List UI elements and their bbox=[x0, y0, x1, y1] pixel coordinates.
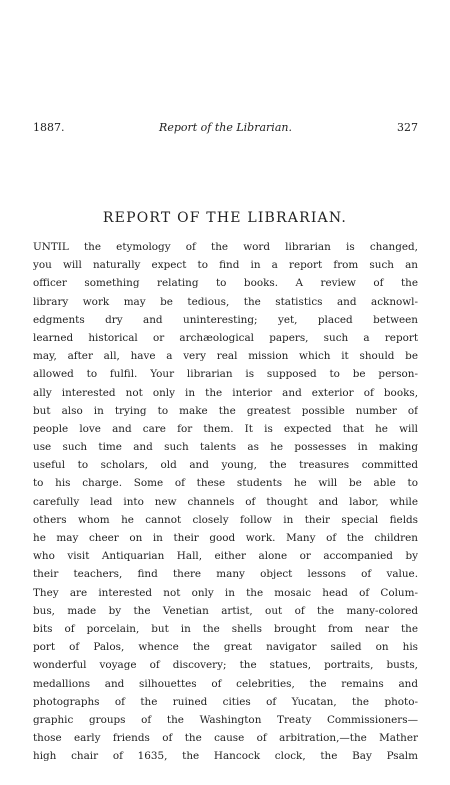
text-line: people love and care for them. It is expected that he will bbox=[33, 422, 418, 435]
text-line: officer something relating to books. A review of the bbox=[33, 277, 418, 290]
text-line: bits of porcelain, but in the shells brought from near the bbox=[33, 622, 418, 635]
text-line: learned historical or archæological papers, such a report bbox=[33, 331, 418, 344]
text-line: those early friends of the cause of arbitration,—the Mather bbox=[33, 732, 418, 745]
text-line: others whom he cannot closely follow in their special fields bbox=[33, 513, 418, 526]
text-line: may, after all, have a very real mission which it should be bbox=[33, 350, 418, 363]
text-line: port of Palos, whence the great navigator sailed on his bbox=[33, 641, 418, 654]
running-title: Report of the Librarian. bbox=[159, 121, 292, 134]
text-line: wonderful voyage of discovery; the statues, portraits, busts, bbox=[33, 659, 418, 672]
text-line: ally interested not only in the interior and exterior of books, bbox=[33, 386, 418, 399]
text-line: he may cheer on in their good work. Many of the children bbox=[33, 532, 418, 544]
text-line: high chair of 1635, the Hancock clock, the Bay Psalm bbox=[33, 750, 418, 763]
text-line: to his charge. Some of these students he will be able to bbox=[33, 477, 418, 490]
article-title: REPORT OF THE LIBRARIAN. bbox=[102, 210, 348, 226]
text-line: photographs of the ruined cities of Yucatan, the photo- bbox=[33, 695, 418, 708]
text-line: useful to scholars, old and young, the treasures committed bbox=[33, 459, 418, 472]
text-line: but also in trying to make the greatest possible number of bbox=[33, 404, 418, 417]
text-line: medallions and silhouettes of celebrities, the remains and bbox=[33, 677, 418, 690]
text-line: bus, made by the Venetian artist, out of the many-colored bbox=[33, 604, 418, 617]
text-line: use such time and such talents as he possesses in making bbox=[33, 441, 418, 454]
text-line: graphic groups of the Washington Treaty Commissioners— bbox=[33, 713, 418, 726]
text-line: UNTIL the etymology of the word librarian is changed, bbox=[33, 241, 418, 253]
text-line: They are interested not only in the mosaic head of Colum- bbox=[33, 586, 418, 599]
text-line: their teachers, find there many object lessons of value. bbox=[33, 568, 418, 581]
text-line: edgments dry and uninteresting; yet, placed between bbox=[33, 313, 418, 326]
page-number: 327 bbox=[397, 121, 418, 134]
article-body bbox=[33, 238, 418, 765]
text-line: who visit Antiquarian Hall, either alone or accompanied by bbox=[33, 550, 418, 563]
text-line: allowed to fulfil. Your librarian is supposed to be person- bbox=[33, 368, 418, 381]
text-line: you will naturally expect to find in a report from such an bbox=[33, 259, 418, 272]
text-line: library work may be tedious, the statistics and acknowl- bbox=[33, 295, 418, 308]
header-year: 1887. bbox=[33, 121, 65, 134]
text-line: carefully lead into new channels of thought and labor, while bbox=[33, 495, 418, 508]
running-head bbox=[33, 120, 418, 136]
